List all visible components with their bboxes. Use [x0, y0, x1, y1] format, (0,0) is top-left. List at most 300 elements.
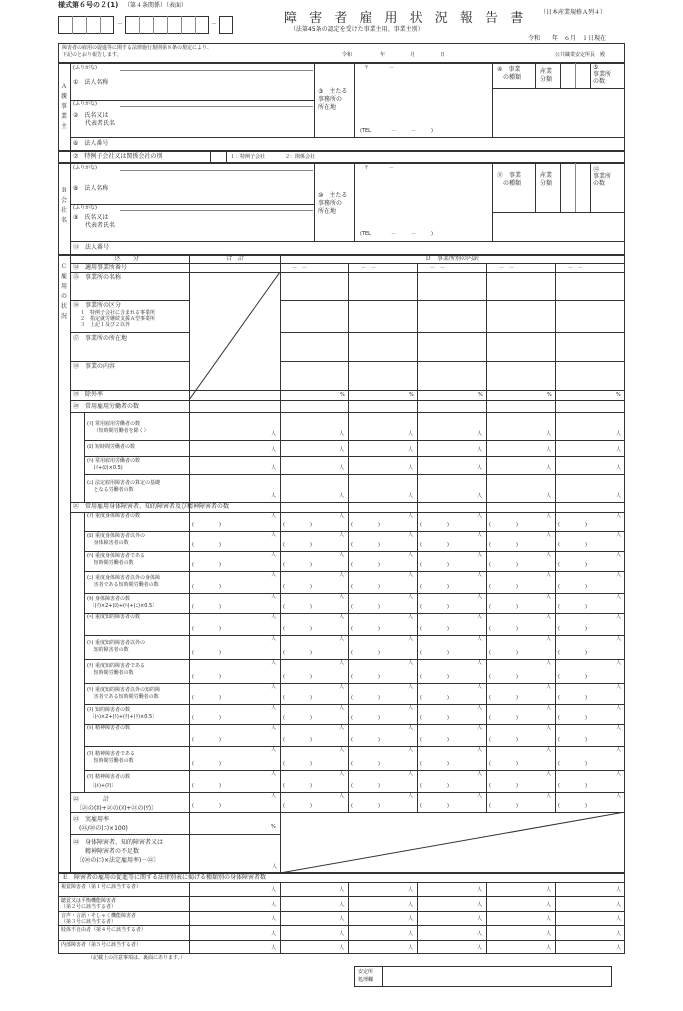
- person-unit: 人: [339, 513, 345, 519]
- person-unit: 人: [408, 793, 414, 799]
- office-no-3[interactable]: － －: [430, 265, 446, 271]
- industry-class-label: 産業 分類: [540, 68, 553, 83]
- row-18-label: ⑱ 事業の内容: [73, 363, 116, 370]
- person-unit: 人: [546, 793, 552, 799]
- paren-field: ( ): [558, 650, 587, 656]
- paren-field: ( ): [283, 674, 312, 680]
- person-unit: 人: [271, 684, 277, 690]
- person-unit: 人: [271, 614, 277, 620]
- person-unit: 人: [477, 532, 483, 538]
- person-unit: 人: [271, 771, 277, 777]
- person-unit: 人: [408, 447, 414, 453]
- intro-day: 日: [440, 52, 446, 58]
- person-unit: 人: [477, 793, 483, 799]
- person-unit: 人: [408, 887, 414, 894]
- paren-field: ( ): [351, 737, 380, 743]
- person-unit: 人: [546, 614, 552, 620]
- special-label: ⑦ 特例子会社又は関係会社の別: [73, 153, 163, 160]
- person-unit: 人: [477, 447, 483, 453]
- person-unit: 人: [546, 465, 552, 471]
- person-unit: 人: [408, 636, 414, 642]
- person-unit: 人: [546, 771, 552, 777]
- person-unit: 人: [271, 493, 277, 499]
- paren-field: ( ): [558, 803, 587, 809]
- person-unit: 人: [408, 660, 414, 666]
- person-unit: 人: [616, 552, 622, 558]
- row-14-label: ⑭ 適用事業所番号: [73, 264, 128, 271]
- paren-field: ( ): [351, 542, 380, 548]
- pct-3: %: [478, 392, 483, 398]
- person-unit: 人: [616, 747, 622, 753]
- paren-field: ( ): [489, 562, 518, 568]
- person-unit: 人: [271, 532, 277, 538]
- person-unit: 人: [339, 431, 345, 437]
- person-unit: 人: [408, 916, 414, 923]
- person-unit: 人: [616, 431, 622, 437]
- corp-name-label-b: ⑧ 法人名称: [73, 185, 109, 192]
- paren-field: ( ): [351, 562, 380, 568]
- paren-field: ( ): [420, 522, 449, 528]
- person-unit: 人: [477, 552, 483, 558]
- person-unit: 人: [546, 447, 552, 453]
- person-unit: 人: [546, 636, 552, 642]
- office-no-2[interactable]: － －: [361, 265, 377, 271]
- paren-field: ( ): [283, 737, 312, 743]
- person-unit: 人: [339, 930, 345, 937]
- col-total-header: 合 計: [226, 255, 245, 262]
- paren-field: ( ): [420, 695, 449, 701]
- person-unit: 人: [271, 887, 277, 894]
- person-unit: 人: [271, 747, 277, 753]
- person-unit: 人: [271, 431, 277, 437]
- paren-field: ( ): [192, 803, 221, 809]
- person-unit: 人: [408, 532, 414, 538]
- person-unit: 人: [339, 725, 345, 731]
- person-unit: 人: [616, 513, 622, 519]
- paren-field: ( ): [192, 715, 221, 721]
- detail-diagonal-line: [280, 812, 625, 873]
- person-unit: 人: [546, 594, 552, 600]
- paren-field: ( ): [192, 650, 221, 656]
- postal-code-b[interactable]: 〒 －: [364, 165, 395, 171]
- person-unit: 人: [477, 513, 483, 519]
- person-unit: 人: [408, 771, 414, 777]
- person-unit: 人: [616, 493, 622, 499]
- row-16-opt3: ３ 上記１及び２以外: [80, 322, 131, 328]
- person-unit: 人: [546, 901, 552, 908]
- person-unit: 人: [271, 725, 277, 731]
- person-unit: 人: [271, 705, 277, 711]
- person-unit: 人: [616, 916, 622, 923]
- row-21c-label: (ﾊ) 重度身体障害者である 短時間労働者の数: [87, 553, 145, 566]
- paren-field: ( ): [283, 715, 312, 721]
- page-title: 障 害 者 雇 用 状 況 報 告 書: [284, 11, 528, 26]
- paren-field: ( ): [283, 761, 312, 767]
- section-e-row-label: 音声・言語・そしゃく機能障害者 （第３号に該当する者）: [61, 912, 137, 925]
- person-unit: 人: [477, 660, 483, 666]
- paren-field: ( ): [558, 737, 587, 743]
- footnote: （記載上の注意事項は、裏面にあります。）: [88, 955, 186, 961]
- person-unit: 人: [616, 447, 622, 453]
- col-class-header: 区 分: [115, 255, 140, 262]
- person-unit: 人: [339, 572, 345, 578]
- paren-field: ( ): [558, 761, 587, 767]
- paren-field: ( ): [351, 761, 380, 767]
- person-unit: 人: [546, 431, 552, 437]
- person-unit: 人: [616, 705, 622, 711]
- paren-field: ( ): [192, 761, 221, 767]
- row-21g-label: (ﾄ) 重度知的障害者以外の 知的障害者の数: [87, 640, 145, 653]
- paren-field: ( ): [351, 695, 380, 701]
- paren-field: ( ): [489, 783, 518, 789]
- person-unit: 人: [616, 887, 622, 894]
- paren-field: ( ): [558, 584, 587, 590]
- paren-field: ( ): [420, 604, 449, 610]
- total-diagonal: [189, 272, 280, 400]
- person-unit: 人: [546, 747, 552, 753]
- office-processing-box[interactable]: [354, 966, 612, 987]
- paren-field: ( ): [192, 522, 221, 528]
- date-label: 令和 年 ６月 １日現在: [528, 35, 607, 42]
- person-unit: 人: [339, 465, 345, 471]
- person-unit: 人: [271, 552, 277, 558]
- section-e-row-label: 視覚障害者（第１号に該当する者）: [61, 884, 142, 890]
- office-processing-label: 安定所 処理欄: [358, 969, 374, 983]
- paren-field: ( ): [351, 674, 380, 680]
- special-option-1[interactable]: １：特例子会社: [230, 154, 266, 160]
- person-unit: 人: [616, 793, 622, 799]
- business-type-label-b: ⑪ 事業 の種類: [497, 172, 522, 187]
- pct-total: %: [271, 824, 276, 830]
- person-unit: 人: [408, 747, 414, 753]
- row-21h-label: (ﾁ) 重度知的障害者である 短時間労働者の数: [87, 663, 145, 676]
- person-unit: 人: [408, 594, 414, 600]
- location-label: ③ 主たる 事務所の 所在地: [318, 88, 348, 111]
- person-unit: 人: [616, 465, 622, 471]
- row-21m-label: (ﾜ) 精神障害者の数 〔(ﾙ)+(ｦ)〕: [87, 774, 130, 789]
- paren-field: ( ): [192, 674, 221, 680]
- paren-field: ( ): [558, 604, 587, 610]
- row-17-label: ⑰ 事業所の所在地: [73, 335, 128, 342]
- person-unit: 人: [271, 930, 277, 937]
- section-a-label: Ａ親事業主: [61, 83, 68, 130]
- furigana-label-b2: (ふりがな): [73, 205, 97, 211]
- row-20-label: ⑳ 常用雇用労働者の数: [73, 403, 140, 410]
- paren-field: ( ): [420, 715, 449, 721]
- paren-field: ( ): [283, 584, 312, 590]
- person-unit: 人: [339, 614, 345, 620]
- paren-field: ( ): [283, 650, 312, 656]
- row-21d-label: (ﾆ) 重度身体障害者以外の身体障 害者である短時間労働者の数: [87, 575, 160, 588]
- person-unit: 人: [271, 513, 277, 519]
- row-21j-label: (ﾇ) 知的障害者の数 〔(ﾍ)×2+(ﾄ)+(ﾁ)+(ﾘ)×0.5〕: [87, 707, 158, 720]
- tel-field[interactable]: (TEL － － ): [360, 128, 433, 134]
- person-unit: 人: [408, 945, 414, 951]
- section-b-label: Ｂ会社名: [61, 187, 68, 224]
- row-19-label: ⑲ 除外率: [73, 391, 104, 398]
- person-unit: 人: [271, 447, 277, 453]
- paren-field: ( ): [489, 522, 518, 528]
- paren-field: ( ): [420, 761, 449, 767]
- paren-field: ( ): [283, 522, 312, 528]
- paren-field: ( ): [558, 695, 587, 701]
- paren-field: ( ): [192, 737, 221, 743]
- person-unit: 人: [339, 532, 345, 538]
- person-unit: 人: [616, 660, 622, 666]
- paren-field: ( ): [558, 674, 587, 680]
- paren-field: ( ): [558, 562, 587, 568]
- office-no-1[interactable]: － －: [292, 265, 308, 271]
- paren-field: ( ): [420, 542, 449, 548]
- person-unit: 人: [616, 725, 622, 731]
- paren-field: ( ): [489, 626, 518, 632]
- office-no-4[interactable]: － －: [499, 265, 515, 271]
- row-21f-label: (ﾍ) 重度知的障害者の数: [87, 614, 140, 620]
- paren-field: ( ): [558, 542, 587, 548]
- paren-field: ( ): [283, 695, 312, 701]
- paren-field: ( ): [420, 584, 449, 590]
- tel-field-b[interactable]: (TEL － － ): [360, 231, 433, 237]
- person-unit: 人: [616, 930, 622, 937]
- paren-field: ( ): [489, 674, 518, 680]
- corp-number-input[interactable]: [120, 138, 625, 151]
- row-23-label: ㉓ 実雇用率 (㉒/⑳の(ﾆ)×100): [73, 816, 128, 832]
- person-unit: 人: [408, 930, 414, 937]
- person-unit: 人: [616, 532, 622, 538]
- person-unit: 人: [339, 447, 345, 453]
- corp-name-input-b[interactable]: [120, 172, 313, 202]
- paren-field: ( ): [420, 803, 449, 809]
- section-e-row-label: 聴覚又は平衡機能障害者 （第２号に該当する者）: [61, 898, 117, 911]
- person-unit: 人: [546, 725, 552, 731]
- person-unit: 人: [339, 771, 345, 777]
- paren-field: ( ): [489, 604, 518, 610]
- pct-5: %: [616, 392, 621, 398]
- person-unit: 人: [408, 513, 414, 519]
- person-unit: 人: [616, 636, 622, 642]
- postal-code[interactable]: 〒 －: [364, 65, 395, 71]
- person-unit: 人: [271, 916, 277, 923]
- section-e: [58, 873, 625, 954]
- person-unit: 人: [339, 594, 345, 600]
- row-21-label: ㉑ 常用雇用身体障害者、知的障害者及び精神障害者の数: [73, 503, 230, 510]
- person-unit: 人: [339, 916, 345, 923]
- page-subtitle: （法第45条の認定を受けた事業主用、事業主別）: [290, 26, 424, 33]
- paren-field: ( ): [489, 542, 518, 548]
- person-unit: 人: [616, 901, 622, 908]
- paren-field: ( ): [351, 522, 380, 528]
- paren-field: ( ): [420, 626, 449, 632]
- person-unit: 人: [477, 493, 483, 499]
- paren-field: ( ): [558, 522, 587, 528]
- section-e-title: Ｅ 障害者の雇用の促進等に関する法律別表に掲げる種類別の身体障害者数: [62, 874, 267, 881]
- person-unit: 人: [477, 747, 483, 753]
- paren-field: ( ): [489, 650, 518, 656]
- paren-field: ( ): [420, 562, 449, 568]
- paren-field: ( ): [420, 650, 449, 656]
- person-unit: 人: [477, 636, 483, 642]
- person-unit: 人: [546, 552, 552, 558]
- row-21k-label: (ﾙ) 精神障害者の数: [87, 725, 130, 731]
- paren-field: ( ): [420, 737, 449, 743]
- paren-field: ( ): [351, 803, 380, 809]
- special-option-2[interactable]: ２：関係会社: [285, 154, 316, 160]
- paren-field: ( ): [351, 626, 380, 632]
- row-16-opt1: １ 特例子会社に含まれる事業所: [80, 310, 156, 316]
- row-22-label: ㉒ 計 〔㉑の(ﾎ)+㉑の(ﾇ)+㉑の(ﾜ)〕: [73, 796, 158, 812]
- pct-1: %: [340, 392, 345, 398]
- row-21l-label: (ｦ) 精神障害者である 短時間労働者の数: [87, 751, 135, 764]
- section-c-label: Ｃ雇用の状況: [61, 263, 68, 320]
- furigana-label: (ふりがな): [73, 65, 97, 71]
- row-21a-label: (ｲ) 重度身体障害者の数: [87, 513, 140, 519]
- person-unit: 人: [546, 945, 552, 951]
- person-unit: 人: [408, 431, 414, 437]
- paren-field: ( ): [420, 674, 449, 680]
- paren-field: ( ): [192, 542, 221, 548]
- person-unit: 人: [616, 945, 622, 951]
- person-unit: 人: [339, 705, 345, 711]
- person-unit: 人: [271, 572, 277, 578]
- person-unit: 人: [339, 636, 345, 642]
- furigana-label-b: (ふりがな): [73, 165, 97, 171]
- person-unit: 人: [271, 636, 277, 642]
- corp-number-input-b[interactable]: [120, 242, 625, 255]
- code-boxes[interactable]: － －: [58, 16, 234, 34]
- paren-field: ( ): [558, 626, 587, 632]
- person-unit: 人: [477, 930, 483, 937]
- row-21i-label: (ﾘ) 重度知的障害者以外の知的障 害者である短時間労働者の数: [87, 687, 160, 700]
- row-20a-label: (ｲ) 常用雇用労働者の数 （短時間労働者を除く）: [87, 421, 149, 434]
- intro-text: 障害者の雇用の促進等に関する法律施行規則第８条の規定により、 下記のとおり報告します。: [62, 45, 213, 58]
- standard-note: （日本産業規格Ａ列４）: [540, 9, 607, 16]
- person-unit: 人: [546, 930, 552, 937]
- row-24-label: ㉔ 身体障害者、知的障害者又は 精神障害者の不足数 〔(⑳の(ﾆ)×法定雇用率)－㉒〕: [73, 839, 164, 864]
- person-unit: 人: [408, 614, 414, 620]
- paren-field: ( ): [558, 783, 587, 789]
- person-unit: 人: [477, 594, 483, 600]
- person-unit: 人: [616, 614, 622, 620]
- person-unit: 人: [546, 660, 552, 666]
- rep-name-input-b[interactable]: [120, 212, 313, 240]
- person-unit: 人: [477, 614, 483, 620]
- person-unit: 人: [546, 532, 552, 538]
- paren-field: ( ): [283, 562, 312, 568]
- person-unit: 人: [271, 660, 277, 666]
- corp-name-input[interactable]: [120, 72, 313, 100]
- person-unit: 人: [477, 725, 483, 731]
- person-unit: 人: [546, 916, 552, 923]
- pct-2: %: [409, 392, 414, 398]
- paren-field: ( ): [489, 584, 518, 590]
- person-unit: 人: [339, 660, 345, 666]
- intro-era: 令和: [342, 52, 353, 58]
- person-unit: 人: [477, 771, 483, 777]
- form-number: 様式第６号の２(1): [58, 1, 119, 9]
- corp-number-label-b: ⑬ 法人番号: [73, 244, 110, 251]
- col-detail-header: Ｄ 事業所別の内訳: [425, 255, 480, 262]
- person-unit: 人: [477, 431, 483, 437]
- person-unit: 人: [546, 493, 552, 499]
- form-ref: （第４条関係）（表面）: [124, 2, 188, 9]
- paren-field: ( ): [489, 761, 518, 767]
- office-count-label-b: ⑫ 事業所 の数: [593, 166, 612, 187]
- person-unit: 人: [477, 572, 483, 578]
- row-15-label: ⑮ 事業所の名称: [73, 274, 122, 281]
- intro-month: 月: [410, 52, 416, 58]
- paren-field: ( ): [558, 715, 587, 721]
- paren-field: ( ): [351, 584, 380, 590]
- corp-number-label: ⑥ 法人番号: [73, 140, 109, 147]
- intro-year: 年: [380, 52, 386, 58]
- person-unit: 人: [477, 705, 483, 711]
- rep-name-input[interactable]: [120, 108, 313, 136]
- paren-field: ( ): [351, 604, 380, 610]
- row-20c-label: (ﾊ) 常用雇用労働者の数 (ｲ+(ﾛ)×0.5): [87, 458, 140, 471]
- person-unit: 人: [408, 705, 414, 711]
- paren-field: ( ): [351, 715, 380, 721]
- person-unit: 人: [271, 465, 277, 471]
- paren-field: ( ): [351, 650, 380, 656]
- location-label-b: ⑩ 主たる 事務所の 所在地: [318, 192, 348, 215]
- paren-field: ( ): [283, 542, 312, 548]
- person-unit: 人: [616, 572, 622, 578]
- row-20b-label: (ﾛ) 短時間労働者の数: [87, 444, 135, 450]
- office-no-5[interactable]: － －: [568, 265, 584, 271]
- row-16-label: ⑯ 事業所の区分: [73, 302, 122, 309]
- rep-name-label-b: ⑨ 氏名又は 代表者氏名: [73, 214, 116, 229]
- paren-field: ( ): [192, 562, 221, 568]
- person-unit: 人: [408, 684, 414, 690]
- paren-field: ( ): [283, 626, 312, 632]
- paren-field: ( ): [489, 715, 518, 721]
- person-unit: 人: [616, 684, 622, 690]
- paren-field: ( ): [420, 783, 449, 789]
- person-unit: 人: [339, 887, 345, 894]
- paren-field: ( ): [192, 626, 221, 632]
- person-unit: 人: [271, 594, 277, 600]
- person-unit: 人: [271, 901, 277, 908]
- paren-field: ( ): [192, 695, 221, 701]
- paren-field: ( ): [192, 783, 221, 789]
- person-unit: 人: [616, 771, 622, 777]
- person-unit: 人: [546, 513, 552, 519]
- person-unit: 人: [616, 594, 622, 600]
- person-unit: 人: [477, 945, 483, 951]
- person-unit: 人: [408, 552, 414, 558]
- person-unit: 人: [339, 552, 345, 558]
- person-unit: 人: [408, 901, 414, 908]
- paren-field: ( ): [283, 803, 312, 809]
- corp-name-label: ① 法人名称: [73, 79, 109, 86]
- row-21e-label: (ﾎ) 身体障害者の数 〔(ｲ)×2+(ﾛ)+(ﾊ)+(ﾆ)×0.5〕: [87, 596, 158, 609]
- addressee: 公共職業安定所長 殿: [555, 52, 606, 58]
- person-unit: 人: [408, 493, 414, 499]
- industry-class-label-b: 産業 分類: [540, 172, 553, 187]
- person-unit: 人: [477, 901, 483, 908]
- person-unit: 人: [408, 572, 414, 578]
- person-unit: 人: [271, 945, 277, 951]
- person-unit: 人: [271, 793, 277, 799]
- unit-row24: 人: [272, 864, 278, 870]
- section-e-row-label: 内部障害者（第５号に該当する者）: [61, 941, 142, 948]
- person-unit: 人: [477, 684, 483, 690]
- section-e-row-label: 肢体不自由者（第４号に該当する者）: [61, 927, 147, 934]
- person-unit: 人: [339, 793, 345, 799]
- person-unit: 人: [546, 684, 552, 690]
- paren-field: ( ): [351, 783, 380, 789]
- person-unit: 人: [339, 901, 345, 908]
